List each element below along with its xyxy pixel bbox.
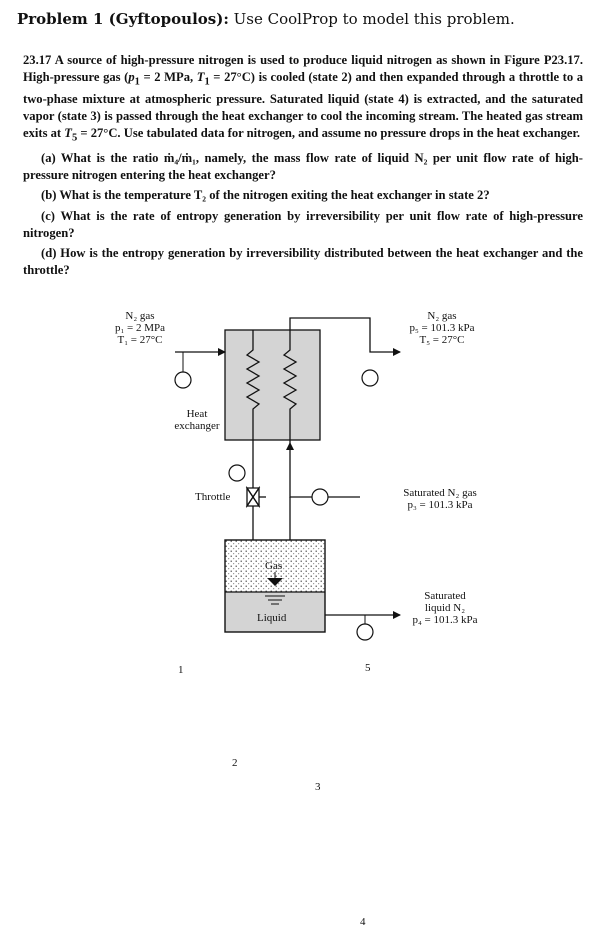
figure-p23-17	[0, 290, 613, 928]
problem-statement: 23.17 A source of high-pressure nitrogen is used to produce liquid nitrogen as shown in Figure P23.17. High-pressure gas ($p_1 = 2$ MPa, $T_1 = 27^\circ C$) is cooled (state 2) and then expanded through a throttle to a two-phase mixture at atmospheric pressure. Saturated liquid (state 4) is extracted, and the saturated vapor (state 3) is passed through the heat exchanger to cool the incoming stream. The heated gas stream exits at $T_5 = 27^\circ C$. Use tabulated data for nitrogen, and assume no pressure drops in the heat exchanger.	[23, 53, 583, 144]
problem-text	[23, 52, 583, 279]
outlet-arrow-icon	[393, 348, 401, 356]
state-2-label: 2	[232, 757, 238, 769]
state-4-label: 4	[360, 916, 366, 928]
vapor-label: Saturated N₂ gas p₃ = 101.3 kPa	[403, 487, 477, 511]
state-2-marker	[229, 465, 245, 481]
problem-header	[17, 10, 515, 28]
outlet-label: N₂ gas p₅ = 101.3 kPa T₅ = 27°C	[409, 310, 475, 346]
liquid-out-label: Saturated liquid N₂ p₄ = 101.3 kPa	[412, 590, 478, 626]
state-5-marker	[362, 370, 378, 386]
problem-label: Problem 1 (Gyftopoulos):	[17, 10, 229, 28]
question-d: (d) How is the entropy generation by irreversibility distributed between the heat exchanger and the throttle?	[23, 246, 583, 278]
problem-instruction: Use CoolProp to model this problem.	[233, 10, 515, 28]
state-5-label: 5	[365, 662, 371, 674]
liquid-arrow-icon	[393, 611, 401, 619]
question-a: (a) What is the ratio ṁ₄/ṁ₁, namely, the mass flow rate of liquid N₂ per unit flow rate of high-pressure nitrogen entering the heat exchanger?	[23, 151, 583, 183]
gas-label: Gas	[265, 560, 283, 572]
throttle-label: Throttle	[195, 491, 231, 503]
heat-exchanger-label: Heat exchanger	[174, 408, 220, 432]
state-1-marker	[175, 352, 191, 388]
problem-number: 23.17	[23, 53, 52, 67]
state-4-marker	[357, 615, 373, 640]
state-1-label: 1	[178, 664, 184, 676]
heat-exchanger-box	[225, 330, 320, 440]
question-c: (c) What is the rate of entropy generation by irreversibility per unit flow rate of high-pressure nitrogen?	[23, 208, 583, 240]
inlet-label: N₂ gas p₁ = 2 MPa T₁ = 27°C	[114, 310, 166, 346]
vapor-arrow-icon	[286, 442, 294, 450]
state-3-label: 3	[315, 781, 321, 793]
liquid-label: Liquid	[257, 612, 287, 624]
process-schematic	[0, 290, 613, 700]
vapor-line	[290, 440, 360, 497]
question-b: (b) What is the temperature T₂ of the nitrogen exiting the heat exchanger in state 2?	[41, 188, 490, 203]
state-3-marker	[312, 489, 328, 505]
